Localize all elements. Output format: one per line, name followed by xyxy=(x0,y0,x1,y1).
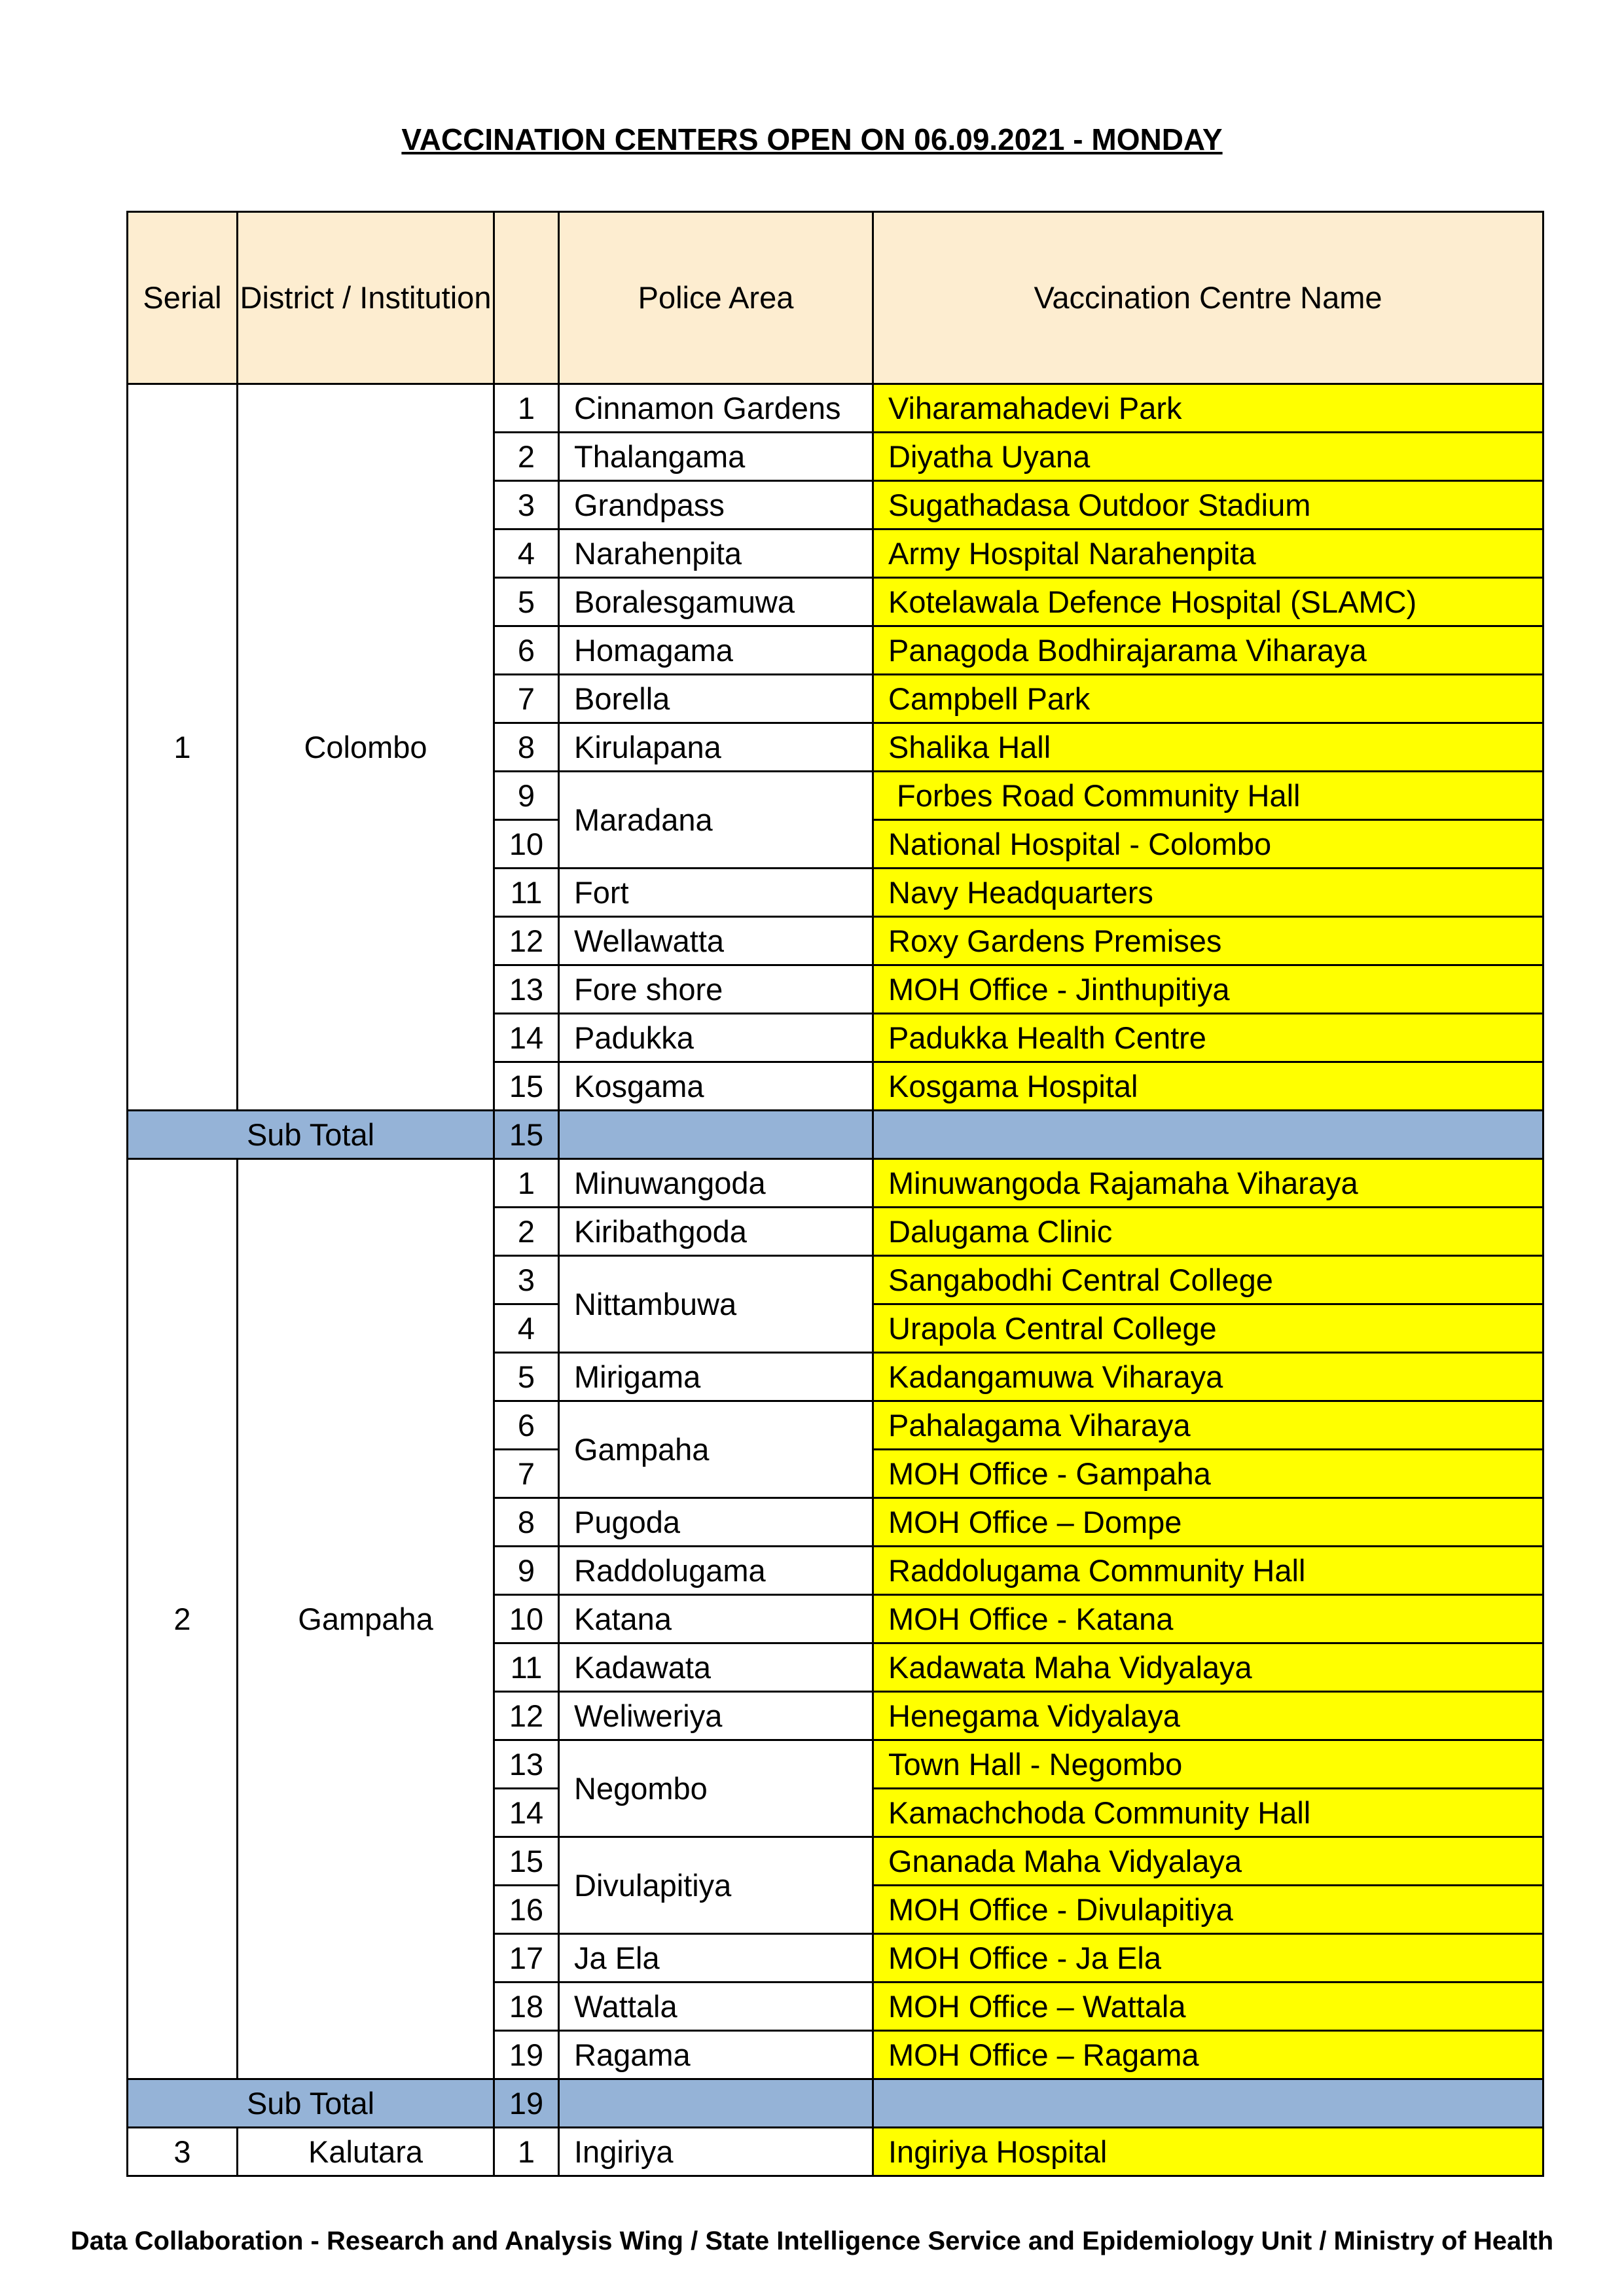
row-number-cell: 15 xyxy=(494,1062,559,1111)
police-area-cell: Padukka xyxy=(559,1014,873,1062)
header-police-area: Police Area xyxy=(559,212,873,384)
centre-name-cell: Campbell Park xyxy=(873,675,1543,723)
centre-name-cell: Raddolugama Community Hall xyxy=(873,1547,1543,1595)
row-number-cell: 1 xyxy=(494,384,559,433)
row-number-cell: 3 xyxy=(494,1256,559,1304)
police-area-cell: Cinnamon Gardens xyxy=(559,384,873,433)
row-number-cell: 15 xyxy=(494,1837,559,1886)
centre-name-cell: MOH Office - Divulapitiya xyxy=(873,1886,1543,1934)
row-number-cell: 2 xyxy=(494,1208,559,1256)
row-number-cell: 6 xyxy=(494,1401,559,1450)
police-area-cell: Mirigama xyxy=(559,1353,873,1401)
row-number-cell: 18 xyxy=(494,1982,559,2031)
police-area-cell: Borella xyxy=(559,675,873,723)
police-area-cell: Pugoda xyxy=(559,1498,873,1547)
police-area-cell: Thalangama xyxy=(559,433,873,481)
centre-name-cell: Kadawata Maha Vidyalaya xyxy=(873,1643,1543,1692)
district-cell: Kalutara xyxy=(238,2128,494,2176)
centre-name-cell: MOH Office - Jinthupitiya xyxy=(873,965,1543,1014)
serial-cell: 3 xyxy=(128,2128,238,2176)
centre-name-cell: MOH Office - Katana xyxy=(873,1595,1543,1643)
centre-name-cell: Kamachchoda Community Hall xyxy=(873,1789,1543,1837)
centre-name-cell: MOH Office – Wattala xyxy=(873,1982,1543,2031)
centre-name-cell: Panagoda Bodhirajarama Viharaya xyxy=(873,626,1543,675)
police-area-cell: Ragama xyxy=(559,2031,873,2079)
centre-name-cell: Sugathadasa Outdoor Stadium xyxy=(873,481,1543,529)
police-area-cell: Gampaha xyxy=(559,1401,873,1498)
row-number-cell: 10 xyxy=(494,1595,559,1643)
centre-name-cell: Diyatha Uyana xyxy=(873,433,1543,481)
centre-name-cell: Sangabodhi Central College xyxy=(873,1256,1543,1304)
row-number-cell: 17 xyxy=(494,1934,559,1982)
centre-name-cell: MOH Office – Dompe xyxy=(873,1498,1543,1547)
table-row xyxy=(128,2128,1543,2176)
centre-name-cell: Roxy Gardens Premises xyxy=(873,917,1543,965)
police-area-cell: Wellawatta xyxy=(559,917,873,965)
subtotal-label: Sub Total xyxy=(128,1111,494,1159)
police-area-cell: Kadawata xyxy=(559,1643,873,1692)
footer-credit: Data Collaboration - Research and Analysis Wing / State Intelligence Service and Epidemiology Unit / Ministry of Health xyxy=(70,2227,1554,2255)
centre-name-cell: Kadangamuwa Viharaya xyxy=(873,1353,1543,1401)
row-number-cell: 12 xyxy=(494,1692,559,1740)
centre-name-cell: Dalugama Clinic xyxy=(873,1208,1543,1256)
subtotal-value: 15 xyxy=(494,1111,559,1159)
centre-name-cell: Kotelawala Defence Hospital (SLAMC) xyxy=(873,578,1543,626)
table-header-row xyxy=(128,212,1543,384)
centre-name-cell: Viharamahadevi Park xyxy=(873,384,1543,433)
row-number-cell: 1 xyxy=(494,1159,559,1208)
centre-name-cell: Kosgama Hospital xyxy=(873,1062,1543,1111)
row-number-cell: 4 xyxy=(494,1304,559,1353)
police-area-cell: Divulapitiya xyxy=(559,1837,873,1934)
police-area-cell: Fore shore xyxy=(559,965,873,1014)
centre-name-cell: Minuwangoda Rajamaha Viharaya xyxy=(873,1159,1543,1208)
row-number-cell: 13 xyxy=(494,1740,559,1789)
row-number-cell: 19 xyxy=(494,2031,559,2079)
row-number-cell: 13 xyxy=(494,965,559,1014)
row-number-cell: 4 xyxy=(494,529,559,578)
table-row xyxy=(128,1159,1543,1208)
police-area-cell: Boralesgamuwa xyxy=(559,578,873,626)
police-area-cell: Fort xyxy=(559,869,873,917)
police-area-cell: Nittambuwa xyxy=(559,1256,873,1353)
police-area-cell: Kiribathgoda xyxy=(559,1208,873,1256)
row-number-cell: 5 xyxy=(494,578,559,626)
subtotal-empty-cell xyxy=(559,1111,873,1159)
table-body xyxy=(128,384,1543,2176)
police-area-cell: Raddolugama xyxy=(559,1547,873,1595)
page-title: VACCINATION CENTERS OPEN ON 06.09.2021 - MONDAY xyxy=(401,122,1223,156)
table-row xyxy=(128,384,1543,433)
header-district: District / Institution xyxy=(238,212,494,384)
row-number-cell: 9 xyxy=(494,772,559,820)
police-area-cell: Homagama xyxy=(559,626,873,675)
centre-name-cell: Padukka Health Centre xyxy=(873,1014,1543,1062)
row-number-cell: 3 xyxy=(494,481,559,529)
header-centre-name: Vaccination Centre Name xyxy=(873,212,1543,384)
row-number-cell: 10 xyxy=(494,820,559,869)
subtotal-row xyxy=(128,2079,1543,2128)
subtotal-empty-cell xyxy=(873,1111,1543,1159)
row-number-cell: 6 xyxy=(494,626,559,675)
police-area-cell: Negombo xyxy=(559,1740,873,1837)
centre-name-cell: Henegama Vidyalaya xyxy=(873,1692,1543,1740)
row-number-cell: 11 xyxy=(494,1643,559,1692)
row-number-cell: 7 xyxy=(494,1450,559,1498)
centre-name-cell: MOH Office - Gampaha xyxy=(873,1450,1543,1498)
row-number-cell: 12 xyxy=(494,917,559,965)
police-area-cell: Katana xyxy=(559,1595,873,1643)
row-number-cell: 9 xyxy=(494,1547,559,1595)
police-area-cell: Maradana xyxy=(559,772,873,869)
row-number-cell: 11 xyxy=(494,869,559,917)
police-area-cell: Narahenpita xyxy=(559,529,873,578)
serial-cell: 2 xyxy=(128,1159,238,2079)
row-number-cell: 14 xyxy=(494,1789,559,1837)
row-number-cell: 8 xyxy=(494,1498,559,1547)
police-area-cell: Weliweriya xyxy=(559,1692,873,1740)
police-area-cell: Grandpass xyxy=(559,481,873,529)
row-number-cell: 1 xyxy=(494,2128,559,2176)
subtotal-row xyxy=(128,1111,1543,1159)
row-number-cell: 7 xyxy=(494,675,559,723)
vaccination-centers-table xyxy=(126,211,1544,2177)
centre-name-cell: MOH Office - Ja Ela xyxy=(873,1934,1543,1982)
police-area-cell: Kosgama xyxy=(559,1062,873,1111)
row-number-cell: 2 xyxy=(494,433,559,481)
district-cell: Gampaha xyxy=(238,1159,494,2079)
subtotal-value: 19 xyxy=(494,2079,559,2128)
row-number-cell: 8 xyxy=(494,723,559,772)
subtotal-empty-cell xyxy=(873,2079,1543,2128)
centre-name-cell: Navy Headquarters xyxy=(873,869,1543,917)
centre-name-cell: Army Hospital Narahenpita xyxy=(873,529,1543,578)
header-number xyxy=(494,212,559,384)
row-number-cell: 16 xyxy=(494,1886,559,1934)
subtotal-label: Sub Total xyxy=(128,2079,494,2128)
police-area-cell: Minuwangoda xyxy=(559,1159,873,1208)
centre-name-cell: Ingiriya Hospital xyxy=(873,2128,1543,2176)
header-serial: Serial xyxy=(128,212,238,384)
subtotal-empty-cell xyxy=(559,2079,873,2128)
centre-name-cell: MOH Office – Ragama xyxy=(873,2031,1543,2079)
police-area-cell: Ja Ela xyxy=(559,1934,873,1982)
serial-cell: 1 xyxy=(128,384,238,1111)
centre-name-cell: Pahalagama Viharaya xyxy=(873,1401,1543,1450)
centre-name-cell: National Hospital - Colombo xyxy=(873,820,1543,869)
police-area-cell: Ingiriya xyxy=(559,2128,873,2176)
centre-name-cell: Gnanada Maha Vidyalaya xyxy=(873,1837,1543,1886)
district-cell: Colombo xyxy=(238,384,494,1111)
row-number-cell: 14 xyxy=(494,1014,559,1062)
police-area-cell: Wattala xyxy=(559,1982,873,2031)
centre-name-cell: Forbes Road Community Hall xyxy=(873,772,1543,820)
centre-name-cell: Shalika Hall xyxy=(873,723,1543,772)
centre-name-cell: Urapola Central College xyxy=(873,1304,1543,1353)
police-area-cell: Kirulapana xyxy=(559,723,873,772)
row-number-cell: 5 xyxy=(494,1353,559,1401)
centre-name-cell: Town Hall - Negombo xyxy=(873,1740,1543,1789)
